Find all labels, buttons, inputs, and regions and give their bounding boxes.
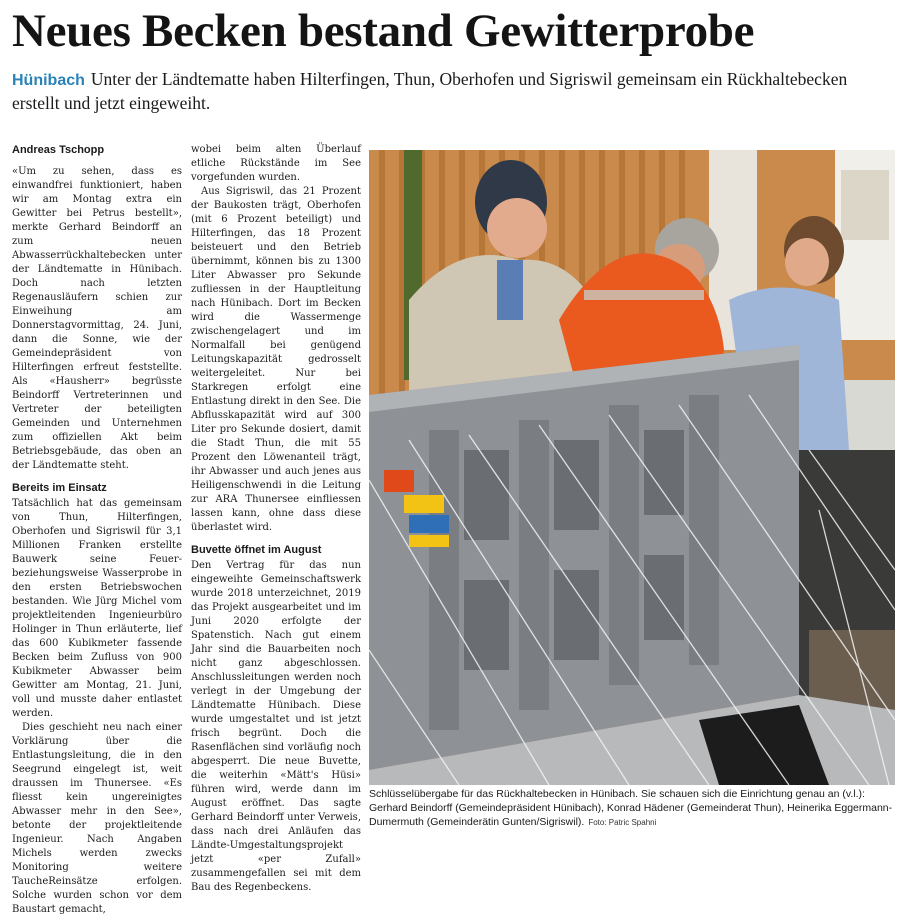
- photo-caption: [369, 787, 895, 830]
- body-paragraph: Tatsächlich hat das gemeinsam von Thun, Hilterfingen, Oberhofen und Sigriswil für 3,1 Millionen Franken erstellte Bauwerk seine Feuer- beziehungsweise Wasserprobe in den ersten Betriebswochen bestanden. Wie Jürg Michel vom projektleitenden Ingenieurbüro Holinger in Thun erläuterte, lief das 600 Kubikmeter fassende Becken beim Zufluss von 900 Kubikmeter Abwasser beim Gewitter am Montag, 21. Juni, voll und musste daher entlastet werden.: [12, 498, 182, 719]
- article-photo: [369, 150, 895, 785]
- subheading: Buvette öffnet im August: [191, 544, 322, 556]
- headline: Neues Becken bestand Gewitterprobe: [12, 5, 755, 57]
- dateline-place: Hünibach: [12, 72, 85, 89]
- article-column-2: [191, 143, 361, 895]
- author-byline: Andreas Tschopp: [12, 144, 105, 156]
- body-paragraph: Dies geschieht neu nach einer Vorklärung über die Entlastungsleitung, die in den Seegrund eingelegt ist, weit draussen im Thunersee. «Es fliesst kein ungereinigtes Abwasser mehr in den See», betonte der projektleitende Ingenieur. Nach Angaben Michels werden zwecks Monitoring weitere TaucheReinsätze erfolgen. Solche wurden schon vor dem Baustart gemacht,: [12, 722, 182, 915]
- subheading: Bereits im Einsatz: [12, 482, 107, 494]
- body-paragraph: «Um zu sehen, dass es einwandfrei funktioniert, haben wir am Montag extra ein Gewitter bei Petrus bestellt», merkte Gerhard Beindorff an zum neuen Abwasserrückhaltebecken unter der Ländtematte in Hünibach. Doch nach letzten Regenausläufern schien zur Einweihung am Donnerstagvormittag, 24. Juni, dann die Sonne, wie der Gemeindepräsident von Hilterfingen erfreut feststellte. Als «Hausherr» begrüsste Beindorff Vertreterinnen und Vertreter der beteiligten Gemeinden und Unternehmen zum offiziellen Akt beim Betriebsgebäude, das oben an der Ländtematte steht.: [12, 166, 182, 471]
- body-paragraph: Aus Sigriswil, das 21 Prozent der Baukosten trägt, Oberhofen (mit 6 Prozent beteiligt) und Hilterfingen, das 18 Prozent beisteuert und den Betrieb übernimmt, können bis zu 1300 Liter Abwasser pro Sekunde zufliessen in der Hauptleitung nach Hünibach. Dort im Becken wird die Wassermenge zwischengelagert und im Normalfall bei genügend Leitungskapazität gedrosselt weitergeleitet. Nur bei Starkregen erfolgt eine Entlastung direkt in den See. Die Abflusskapazität wird auf 300 Liter pro Sekunde dosiert, damit die Stadt Thun, die mit 55 Prozent den Löwenanteil trägt, ihr Abwasser und auch jenes aus Heiligenschwendi in die Leitung zur ARA Thunersee einfliessen lassen kann, ohne dass diese überlastet wird.: [191, 186, 361, 533]
- lead-paragraph: [12, 68, 852, 115]
- lead-text: Unter der Ländtematte haben Hilterfingen, Thun, Oberhofen und Sigriswil gemeinsam ein Rückhaltebecken erstellt und jetzt eingeweiht.: [12, 69, 848, 113]
- article-column-1: [12, 143, 182, 917]
- photo-credit: Foto: Patric Spahni: [588, 818, 657, 827]
- body-paragraph: wobei beim alten Überlauf etliche Rückstände im See vorgefunden wurden.: [191, 144, 361, 183]
- caption-text: Schlüsselübergabe für das Rückhaltebecken in Hünibach. Sie schauen sich die Einrichtung genau an (v.l.): Gerhard Beindorff (Gemeindepräsident Hünibach), Konrad Hädener (Gemeinderat Thun), Heinerika Eggermann-Dumermuth (Gemeinderätin Gunten/Sigriswil).: [369, 788, 893, 828]
- body-paragraph: Den Vertrag für das nun eingeweihte Gemeinschaftswerk wurde 2018 unterzeichnet, 2019 das Projekt ausgearbeitet und im Juni 2020 erfolgte der Spatenstich. Nach gut einem Jahr sind die Bauarbeiten noch nicht ganz abgeschlossen. Anschlussleitungen werden noch verlegt in der Umgebung der Ländtematte Hünibach. Diese wurde umgestaltet und ist jetzt frisch begrünt. Doch die Rasenflächen sind vorläufig noch abgesperrt. Die neue Buvette, die weiterhin «Mätt's Hüsi» führen wird, werde dann im August eröffnet. Das sagte Gerhard Beindorff unter Verweis, dass nach drei Anläufen das Ländte-Umgestaltungsprojekt jetzt «per Zufall» zusammengefallen sei mit dem Bau des Regenbeckens.: [191, 560, 361, 893]
